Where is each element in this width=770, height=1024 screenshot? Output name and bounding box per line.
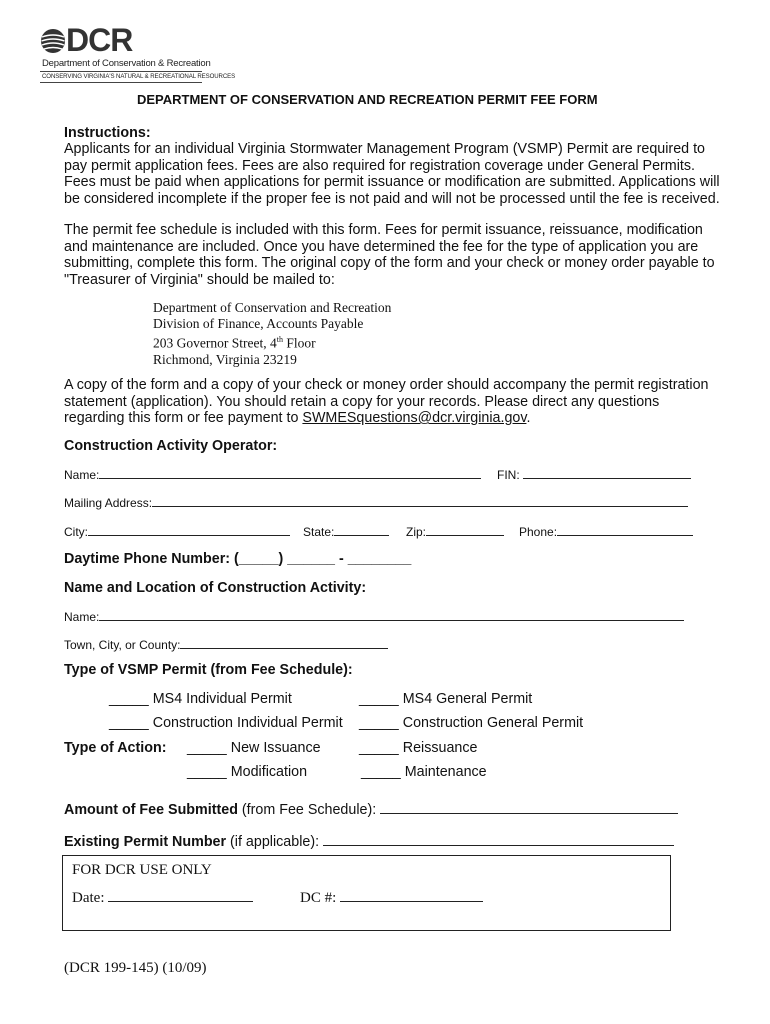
dcr-dc-row <box>300 889 483 907</box>
permit-option-blank[interactable]: _____ <box>109 715 149 731</box>
permit-option[interactable] <box>109 691 292 708</box>
operator-name-field[interactable] <box>99 466 481 479</box>
operator-phone-row <box>519 523 693 539</box>
logo-wordmark: DCR <box>66 22 133 58</box>
permit-option-label: MS4 General Permit <box>402 691 533 707</box>
activity-town-label: Town, City, or County: <box>64 638 181 652</box>
action-option-label: Modification <box>230 764 308 780</box>
dcr-date-row <box>72 889 253 907</box>
instructions-heading: Instructions: <box>64 125 151 141</box>
address-line: Department of Conservation and Recreation <box>153 300 392 315</box>
action-option-label: New Issuance <box>230 740 321 756</box>
activity-name-row <box>64 608 684 624</box>
para2-line: The permit fee schedule is included with this form. Fees for permit issuance, reissuance, modification <box>64 222 703 238</box>
operator-mailing-field[interactable] <box>152 494 688 507</box>
activity-town-field[interactable] <box>180 636 388 649</box>
permit-option-blank[interactable]: _____ <box>359 715 399 731</box>
operator-name-row <box>64 466 481 482</box>
operator-phone-field[interactable] <box>557 523 693 536</box>
action-option-blank[interactable]: _____ <box>187 740 227 756</box>
permit-option[interactable] <box>359 715 583 732</box>
operator-state-label: State: <box>303 525 335 539</box>
instructions-para1 <box>64 141 720 207</box>
logo-tagline: CONSERVING VIRGINIA'S NATURAL & RECREATIONAL RESOURCES <box>42 73 236 80</box>
permit-option-blank[interactable]: _____ <box>109 691 149 707</box>
operator-zip-label: Zip: <box>406 525 427 539</box>
para1-line: Applicants for an individual Virginia Stormwater Management Program (VSMP) Permit are required to <box>64 141 705 157</box>
para1-line: Fees must be paid when applications for permit issuance or modification are submitted. Applications will <box>64 174 720 190</box>
form-number: (DCR 199-145) (10/09) <box>64 960 207 976</box>
dcr-use-only-box <box>62 855 671 931</box>
daytime-phone-label: Daytime Phone Number: <box>64 551 231 567</box>
dcr-date-label: Date: <box>72 890 105 906</box>
para2-line: "Treasurer of Virginia" should be mailed to: <box>64 271 335 288</box>
operator-zip-field[interactable] <box>426 523 504 536</box>
operator-zip-row <box>406 523 504 539</box>
existing-permit-row <box>64 833 674 851</box>
para2-line: and maintenance are included. Once you have determined the fee for the type of application you are <box>64 238 699 255</box>
permit-option[interactable] <box>359 691 532 708</box>
form-title: DEPARTMENT OF CONSERVATION AND RECREATION PERMIT FEE FORM <box>137 92 598 107</box>
para2-line: submitting, complete this form. The original copy of the form and your check or money order payable to <box>64 255 715 271</box>
para3-line: regarding this form or fee payment to SWMESquestions@dcr.virginia.gov. <box>64 410 531 426</box>
mailing-address-block <box>153 300 391 368</box>
operator-state-row <box>303 523 389 539</box>
operator-fin-field[interactable] <box>523 466 691 479</box>
existing-permit-field[interactable] <box>323 833 674 846</box>
dcr-dc-label: DC #: <box>300 890 337 906</box>
dcr-logo <box>38 22 236 84</box>
permit-type-heading: Type of VSMP Permit (from Fee Schedule): <box>64 662 353 678</box>
para1-line: pay permit application fees. Fees are also required for registration coverage under General Permits. <box>64 157 695 174</box>
action-option-blank[interactable]: _____ <box>187 764 227 780</box>
permit-option-label: MS4 Individual Permit <box>152 691 292 707</box>
action-option-label: Reissuance <box>402 740 478 756</box>
fee-field[interactable] <box>380 801 678 814</box>
operator-name-label: Name: <box>64 468 100 482</box>
operator-city-label: City: <box>64 525 88 539</box>
instructions-para2 <box>64 222 715 288</box>
address-line: Richmond, Virginia 23219 <box>153 352 297 368</box>
para3-line: statement (application). You should retain a copy for your records. Please direct any questions <box>64 393 660 410</box>
operator-city-field[interactable] <box>88 523 290 536</box>
para1-line: be considered incomplete if the proper fee is not paid and will not be processed until the fee is received. <box>64 190 720 207</box>
operator-mailing-label: Mailing Address: <box>64 496 153 510</box>
dcr-use-title: FOR DCR USE ONLY <box>72 862 212 878</box>
permit-option-label: Construction General Permit <box>402 715 584 731</box>
operator-heading: Construction Activity Operator: <box>64 438 278 454</box>
permit-option-blank[interactable]: _____ <box>359 691 399 707</box>
daytime-phone-row <box>64 551 411 568</box>
logo-department: Department of Conservation & Recreation <box>42 58 211 69</box>
action-option[interactable] <box>187 764 307 781</box>
action-option-label: Maintenance <box>404 764 487 780</box>
fee-label-rest: (from Fee Schedule): <box>237 802 377 818</box>
action-option[interactable] <box>187 740 321 757</box>
permit-option-label: Construction Individual Permit <box>152 715 343 731</box>
existing-permit-label-rest: (if applicable): <box>226 834 320 850</box>
email-link[interactable]: SWMESquestions@dcr.virginia.gov <box>302 410 527 426</box>
logo-tagline-bar <box>40 71 236 83</box>
permit-option[interactable] <box>109 715 343 732</box>
daytime-phone-field[interactable]: (_____) ______ - ________ <box>234 551 412 567</box>
operator-mailing-row <box>64 494 688 510</box>
fee-label: Amount of Fee Submitted <box>64 802 238 818</box>
action-option-blank[interactable]: _____ <box>359 740 399 756</box>
address-line: 203 Governor Street, 4th Floor <box>153 335 316 351</box>
activity-heading: Name and Location of Construction Activity: <box>64 580 367 596</box>
activity-name-label: Name: <box>64 610 100 624</box>
activity-name-field[interactable] <box>99 608 684 621</box>
address-line: Division of Finance, Accounts Payable <box>153 316 364 332</box>
para3-line: A copy of the form and a copy of your check or money order should accompany the permit registration <box>64 377 709 393</box>
dcr-globe-icon <box>40 28 66 54</box>
operator-phone-label: Phone: <box>519 525 558 539</box>
instructions-para3 <box>64 377 708 427</box>
action-option[interactable] <box>359 740 477 757</box>
existing-permit-label: Existing Permit Number <box>64 834 227 850</box>
operator-city-row <box>64 523 290 539</box>
operator-state-field[interactable] <box>334 523 389 536</box>
action-option[interactable] <box>361 764 487 781</box>
action-label: Type of Action: <box>64 740 167 756</box>
activity-town-row <box>64 636 388 652</box>
action-option-blank[interactable]: _____ <box>361 764 401 780</box>
dcr-dc-field[interactable] <box>340 889 483 902</box>
operator-fin-label: FIN: <box>497 468 520 482</box>
fee-row <box>64 801 678 819</box>
dcr-date-field[interactable] <box>108 889 253 902</box>
operator-fin-row <box>497 466 691 482</box>
